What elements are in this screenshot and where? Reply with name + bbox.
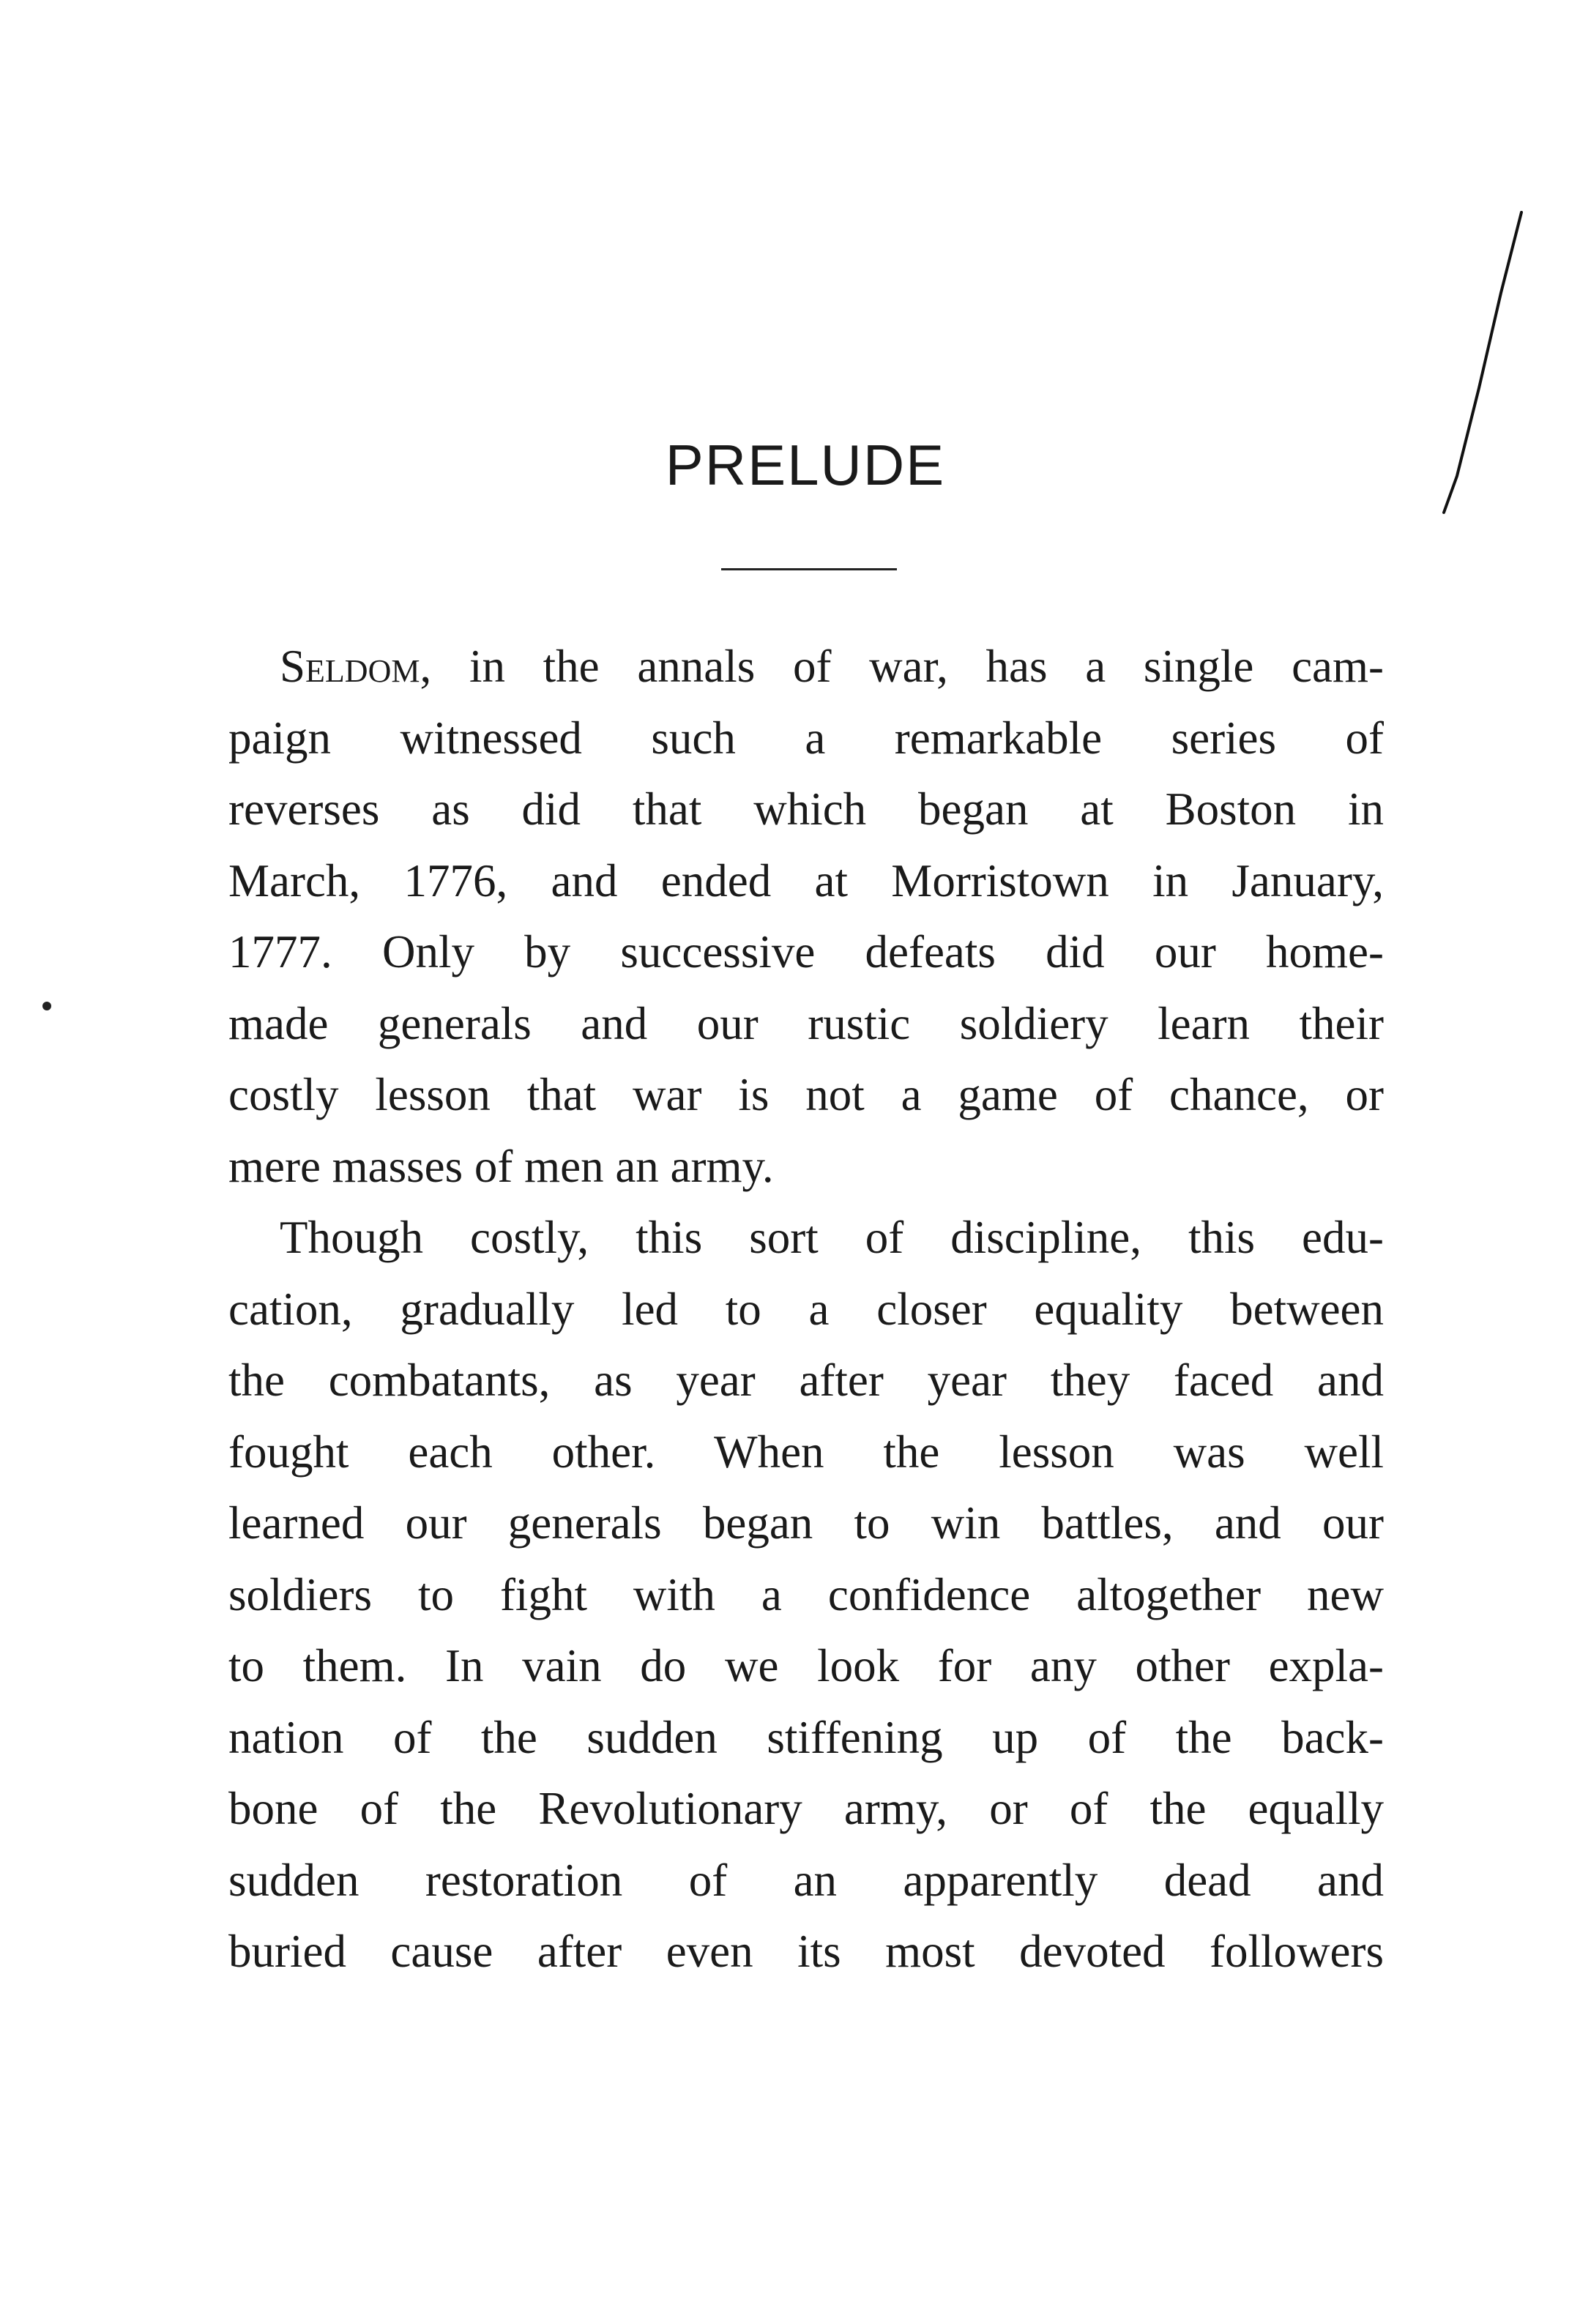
text-line: nation of the sudden stiffening up of the back- — [228, 1711, 1384, 1763]
text-line: paign witnessed such a remarkable series of — [228, 712, 1384, 764]
text-line: costly lesson that war is not a game of chance, or — [228, 1069, 1384, 1120]
text-line: learned our generals began to win battles, and our — [228, 1497, 1384, 1549]
page-title: PRELUDE — [665, 433, 946, 497]
paragraph-2 — [228, 1202, 1384, 1988]
text-line: reverses as did that which began at Boston in — [228, 783, 1384, 835]
title-divider — [721, 568, 897, 570]
text-line: sudden restoration of an apparently dead and — [228, 1854, 1384, 1906]
text-line: Though costly, this sort of discipline, this edu- — [280, 1212, 1384, 1263]
text-line: fought each other. When the lesson was well — [228, 1426, 1384, 1478]
text-line: buried cause after even its most devoted followers — [228, 1926, 1384, 1977]
text-line: mere masses of men an army. — [228, 1140, 774, 1192]
line-text: in the annals of war, has a single cam- — [469, 641, 1384, 692]
text-line: cation, gradually led to a closer equality between — [228, 1283, 1384, 1335]
text-line — [228, 631, 1384, 703]
text-line: made generals and our rustic soldiery learn their — [228, 997, 1384, 1049]
text-line: March, 1776, and ended at Morristown in January, — [228, 854, 1384, 906]
text-line: soldiers to fight with a confidence altogether new — [228, 1568, 1384, 1620]
paragraph-1 — [228, 631, 1384, 1202]
text-line: 1777. Only by successive defeats did our home- — [228, 926, 1384, 977]
text-line: bone of the Revolutionary army, or of the equally — [228, 1783, 1384, 1834]
text-line: the combatants, as year after year they faced and — [228, 1355, 1384, 1406]
body-text — [228, 631, 1384, 1988]
text-line: to them. In vain do we look for any other expla- — [228, 1640, 1384, 1691]
ink-speck — [42, 1002, 51, 1010]
lead-word: Seldom, — [280, 641, 432, 692]
